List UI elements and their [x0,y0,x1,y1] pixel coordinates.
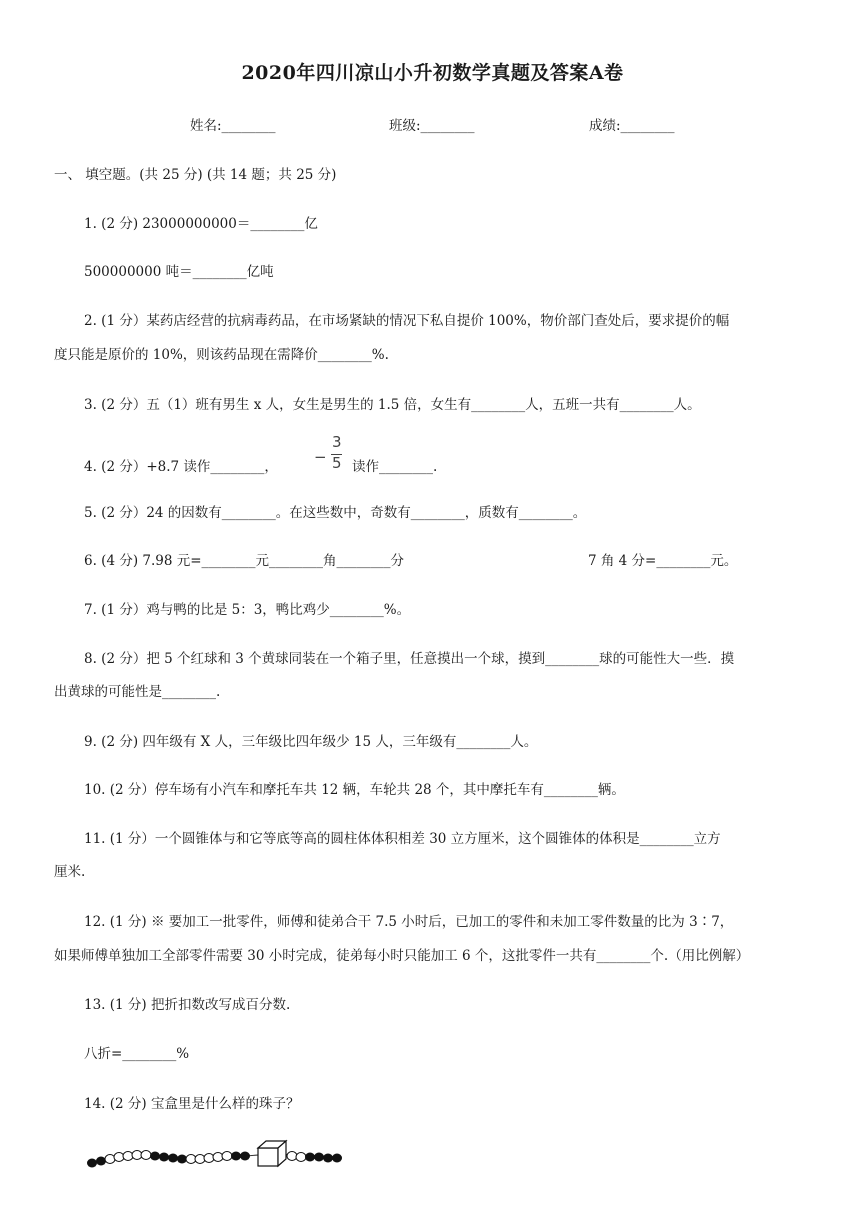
question-1-line-1: 1. (2 分) 23000000000＝________亿 [84,216,318,232]
question-2-line-2: 度只能是原价的 10%，则该药品现在需降价________%. [54,347,389,363]
question-8-line-2: 出黄球的可能性是________. [54,684,221,700]
question-9: 9. (2 分) 四年级有 X 人，三年级比四年级少 15 人，三年级有________人。 [84,734,538,750]
section-heading: 一、 填空题。(共 25 分) (共 14 题；共 25 分) [54,167,337,183]
question-13-line-2: 八折=________% [84,1046,190,1062]
question-1-line-2: 500000000 吨＝________亿吨 [84,264,274,280]
question-8-line-1: 8. (2 分）把 5 个红球和 3 个黄球同装在一个箱子里，任意摸出一个球，摸到________球的可能性大一些．摸 [84,651,735,667]
page-title: 2020年四川凉山小升初数学真题及答案A卷 [241,62,624,84]
question-2-line-1: 2. (1 分）某药店经营的抗病毒药品，在市场紧缺的情况下私自提价 100%，物价部门查处后，要求提价的幅 [84,313,730,329]
question-5: 5. (2 分）24 的因数有________。在这些数中，奇数有________，质数有________。 [84,505,587,521]
question-4-part-1: 4. (2 分）+8.7 读作________， [84,459,278,475]
question-6-part-1: 6. (4 分) 7.98 元=________元________角________分 [84,553,405,569]
fraction-denominator: 5 [332,454,342,472]
question-14: 14. (2 分) 宝盒里是什么样的珠子？ [84,1096,300,1112]
score-field[interactable]: 成绩:________ [589,118,675,134]
bead-row [87,1151,342,1168]
question-7: 7. (1 分）鸡与鸭的比是 5：3，鸭比鸡少________%。 [84,602,411,618]
class-field[interactable]: 班级:________ [389,118,475,134]
question-6-part-2: 7 角 4 分=________元。 [588,553,738,569]
bead-string-image [86,1138,346,1174]
treasure-box-icon [258,1141,286,1166]
fraction-minus: − [314,448,327,466]
question-12-line-1: 12. (1 分) ※ 要加工一批零件，师傅和徒弟合干 7.5 小时后，已加工的零件和未加工零件数量的比为 3∶7， [84,914,734,930]
fraction-numerator: 3 [332,433,342,451]
name-field[interactable]: 姓名:________ [190,118,276,134]
question-11-line-2: 厘米. [54,864,86,880]
question-11-line-1: 11. (1 分）一个圆锥体与和它等底等高的圆柱体体积相差 30 立方厘米，这个圆锥体的体积是________立方 [84,831,721,847]
question-13-line-1: 13. (1 分) 把折扣数改写成百分数. [84,997,291,1013]
question-3: 3. (2 分）五（1）班有男生 x 人，女生是男生的 1.5 倍，女生有________人，五班一共有________人。 [84,397,701,413]
question-4-part-2: 读作________. [352,459,438,475]
question-12-line-2: 如果师傅单独加工全部零件需要 30 小时完成，徒弟每小时只能加工 6 个，这批零件一共有________个.（用比例解） [54,948,750,964]
question-10: 10. (2 分）停车场有小汽车和摩托车共 12 辆，车轮共 28 个，其中摩托车有________辆。 [84,782,625,798]
